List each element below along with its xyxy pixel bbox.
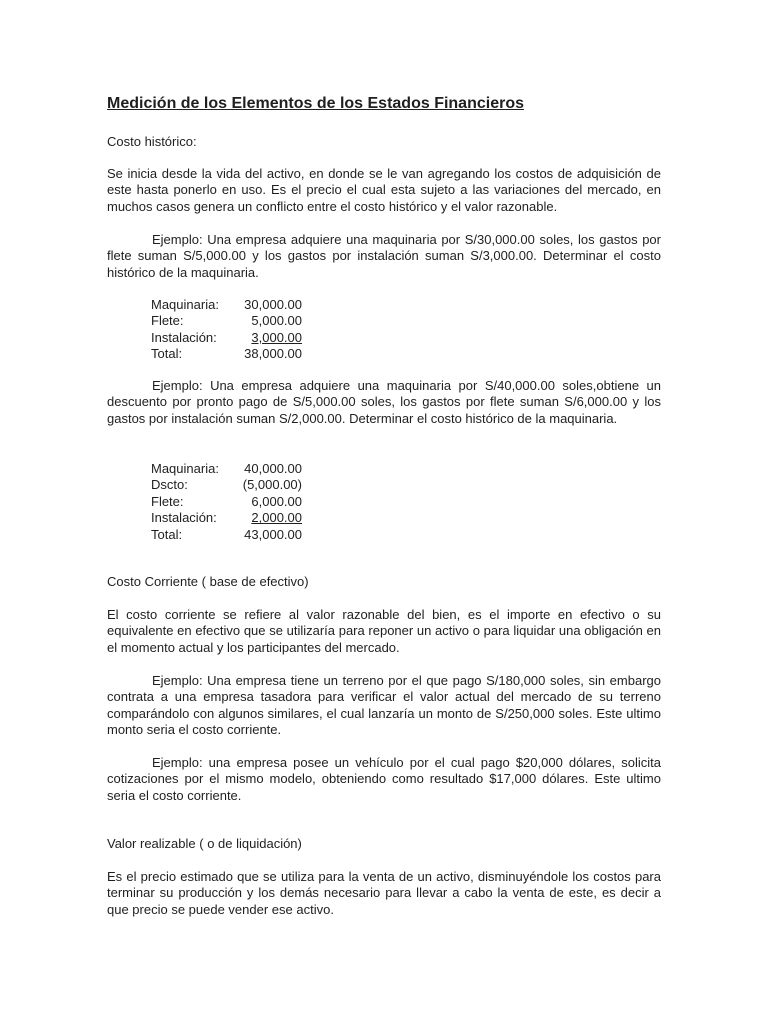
- row-label: Total:: [151, 346, 183, 362]
- row-amount: 43,000.00: [244, 526, 302, 542]
- table-row: [151, 346, 302, 362]
- row-amount: 3,000.00: [251, 329, 302, 345]
- row-label: Maquinaria:: [151, 461, 219, 476]
- table-row: [151, 297, 302, 313]
- row-label: Total:: [151, 526, 183, 542]
- row-amount: 6,000.00: [251, 493, 302, 509]
- row-label: Flete:: [151, 313, 184, 329]
- table-row: [151, 494, 302, 510]
- historico-example-1: Ejemplo: Una empresa adquiere una maquinaria por S/30,000.00 soles, los gastos por flete suman S/5,000.00 y los gastos por instalación suman S/3,000.00. Determinar el costo histórico de la maquinaria.: [107, 232, 661, 280]
- table-row: [151, 461, 302, 477]
- table-row: [151, 313, 302, 329]
- page-title: Medición de los Elementos de los Estados Financieros: [107, 95, 524, 112]
- corriente-example-1: Ejemplo: Una empresa tiene un terreno por el que pago S/180,000 soles, sin embargo contrata a una empresa tasadora para verificar el valor actual del mercado de su terreno comparándolo con algunos similares, el cual lanzaría un monto de S/250,000 soles. Este ultimo monto seria el costo corriente.: [107, 673, 661, 738]
- historico-example-2: Ejemplo: Una empresa adquiere una maquinaria por S/40,000.00 soles,obtiene un descuento por pronto pago de S/5,000.00 soles, los gastos por flete suman S/6,000.00 y los gastos por instalación suman S/2,000.00. Determinar el costo histórico de la maquinaria.: [107, 378, 661, 426]
- row-label: Instalación:: [151, 510, 217, 526]
- corriente-intro-paragraph: El costo corriente se refiere al valor razonable del bien, es el importe en efectivo o su equivalente en efectivo que se utilizaría para reponer un activo o para liquidar una obligación en el momento actual y los participantes del mercado.: [107, 607, 661, 655]
- row-label: Dscto:: [151, 477, 188, 493]
- corriente-example-2: Ejemplo: una empresa posee un vehículo por el cual pago $20,000 dólares, solicita cotizaciones por el mismo modelo, obteniendo como resultado $17,000 dólares. Este ultimo seria el costo corriente.: [107, 755, 661, 803]
- table-row: [151, 330, 302, 346]
- section-heading-realizable: Valor realizable ( o de liquidación): [107, 836, 302, 851]
- cost-table-1: [151, 297, 302, 363]
- historico-intro-paragraph: Se inicia desde la vida del activo, en donde se le van agregando los costos de adquisición de este hasta ponerlo en uso. Es el precio el cual esta sujeto a las variaciones del mercado, en muchos casos genera un conflicto entre el costo histórico y el valor razonable.: [107, 166, 661, 214]
- cost-table-2: [151, 461, 302, 543]
- row-amount: 30,000.00: [244, 297, 302, 312]
- row-label: Instalación:: [151, 329, 217, 345]
- table-row: [151, 477, 302, 493]
- realizable-intro-paragraph: Es el precio estimado que se utiliza para la venta de un activo, disminuyéndole los costos para terminar su producción y los demás necesario para llevar a cabo la venta de este, es decir a que precio se puede vender ese activo.: [107, 869, 661, 917]
- table-row: [151, 510, 302, 526]
- row-amount: 2,000.00: [251, 510, 302, 526]
- row-amount: (5,000.00): [242, 477, 302, 493]
- section-heading-historico: Costo histórico:: [107, 134, 197, 149]
- section-heading-corriente: Costo Corriente ( base de efectivo): [107, 574, 309, 589]
- table-row: [151, 527, 302, 543]
- row-label: Flete:: [151, 493, 184, 509]
- row-amount: 5,000.00: [251, 313, 302, 329]
- row-amount: 40,000.00: [244, 461, 302, 476]
- row-label: Maquinaria:: [151, 297, 219, 312]
- row-amount: 38,000.00: [244, 346, 302, 362]
